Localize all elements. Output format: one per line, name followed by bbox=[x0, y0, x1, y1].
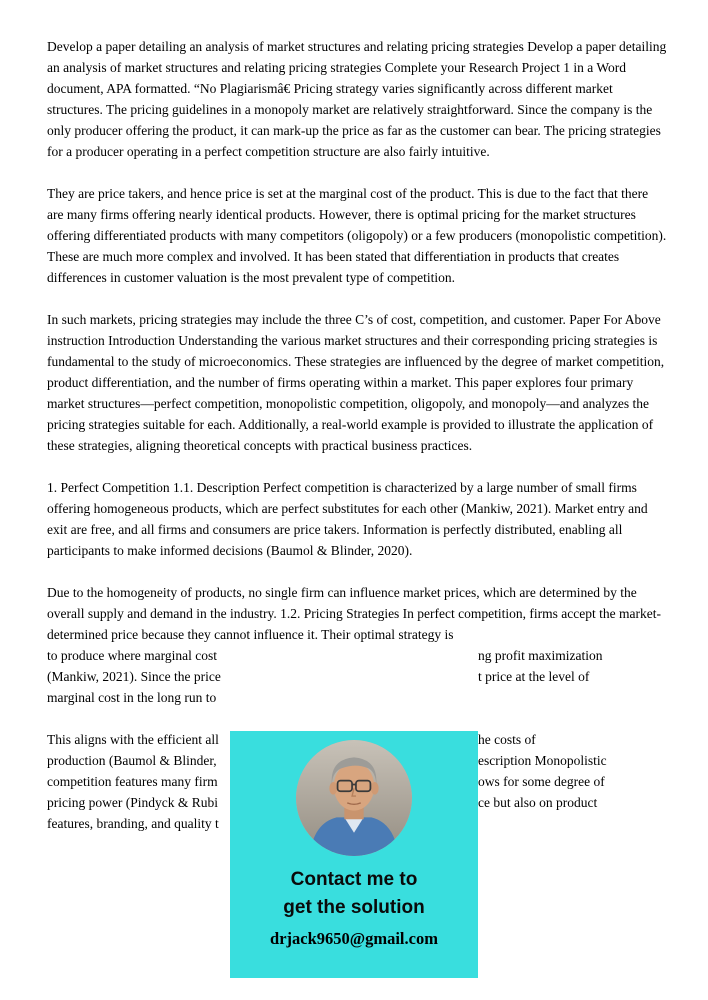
text-fragment-left: This aligns with the efficient all bbox=[47, 732, 219, 747]
text-fragment-left: to produce where marginal cost bbox=[47, 648, 217, 663]
paragraph-3: In such markets, pricing strategies may include the three C’s of cost, competition, and customer. Paper For Above instruction Introduction Understanding the various market structures and their corresponding pricing strategies is fundamental to the study of microeconomics. These strategies are influenced by the degree of market competition, product differentiation, and the number of firms operating within a market. This paper explores four primary market structures—perfect competition, monopolistic competition, oligopoly, and monopoly—and analyzes the pricing strategies suitable for each. Additionally, a real-world example is provided to illustrate the application of these strategies, aligning theoretical concepts with practical business practices. bbox=[47, 312, 665, 453]
paragraph-4: 1. Perfect Competition 1.1. Description Perfect competition is characterized by a large number of small firms offering homogeneous products, which are perfect substitutes for each other (Mankiw, 2021). Market entry and exit are free, and all firms and consumers are price takers. Information is perfectly distributed, enabling all participants to make informed decisions (Baumol & Blinder, 2020). bbox=[47, 480, 648, 558]
paragraph-2: They are price takers, and hence price is set at the marginal cost of the product. This is due to the fact that there are many firms offering nearly identical products. However, there is optimal pricing for the market structures offering differentiated products with many competitors (oligopoly) or a few producers (monopolistic competition). These are much more complex and involved. It has been stated that differentiation in products that creates differences in customer valuation is the most prevalent type of competition. bbox=[47, 186, 667, 285]
text-fragment-left: production (Baumol & Blinder, bbox=[47, 753, 217, 768]
overlay-heading bbox=[230, 866, 478, 922]
text-fragment-right: ce but also on product bbox=[478, 795, 598, 810]
text-line bbox=[47, 645, 667, 666]
text-fragment-right: escription Monopolistic bbox=[478, 753, 607, 768]
text-fragment-right: ows for some degree of bbox=[478, 774, 605, 789]
text-fragment-right: he costs of bbox=[478, 732, 536, 747]
text-fragment-left: (Mankiw, 2021). Since the price bbox=[47, 669, 221, 684]
text-fragment-left: marginal cost in the long run to bbox=[47, 690, 217, 705]
overlay-heading-line1: Contact me to bbox=[290, 869, 418, 890]
person-avatar-icon bbox=[296, 740, 412, 856]
text-fragment-left: competition features many firm bbox=[47, 774, 218, 789]
contact-email: drjack9650@gmail.com bbox=[270, 929, 438, 948]
text-line bbox=[47, 666, 667, 687]
contact-overlay-card bbox=[230, 731, 478, 978]
text-fragment-left: pricing power (Pindyck & Rubi bbox=[47, 795, 218, 810]
text-fragment-right: ng profit maximization bbox=[478, 648, 603, 663]
paragraph-1: Develop a paper detailing an analysis of market structures and relating pricing strategies Develop a paper detailing an analysis of market structures and relating pricing strategies Complete your Research Project 1 in a Word document, APA formatted. “No Plagiarismâ€ Pricing strategy varies significantly across different market structures. The pricing guidelines in a monopoly market are relatively straightforward. Since the company is the only producer offering the product, it can mark-up the price as far as the customer can bear. The pricing strategies for a producer operating in a perfect competition structure are also fairly intuitive. bbox=[47, 39, 667, 159]
tutor-photo bbox=[296, 740, 412, 856]
overlay-heading-line2: get the solution bbox=[283, 897, 425, 918]
paragraph-5-intro: Due to the homogeneity of products, no single firm can influence market prices, which are determined by the overall supply and demand in the industry. 1.2. Pricing Strategies In perfect competition, firms accept the market-determined price because they cannot influence it. Their optimal strategy is bbox=[47, 585, 661, 642]
text-line bbox=[47, 687, 667, 708]
text-fragment-left: features, branding, and quality t bbox=[47, 816, 219, 831]
paragraph-5 bbox=[47, 582, 667, 708]
text-fragment-right: t price at the level of bbox=[478, 669, 590, 684]
